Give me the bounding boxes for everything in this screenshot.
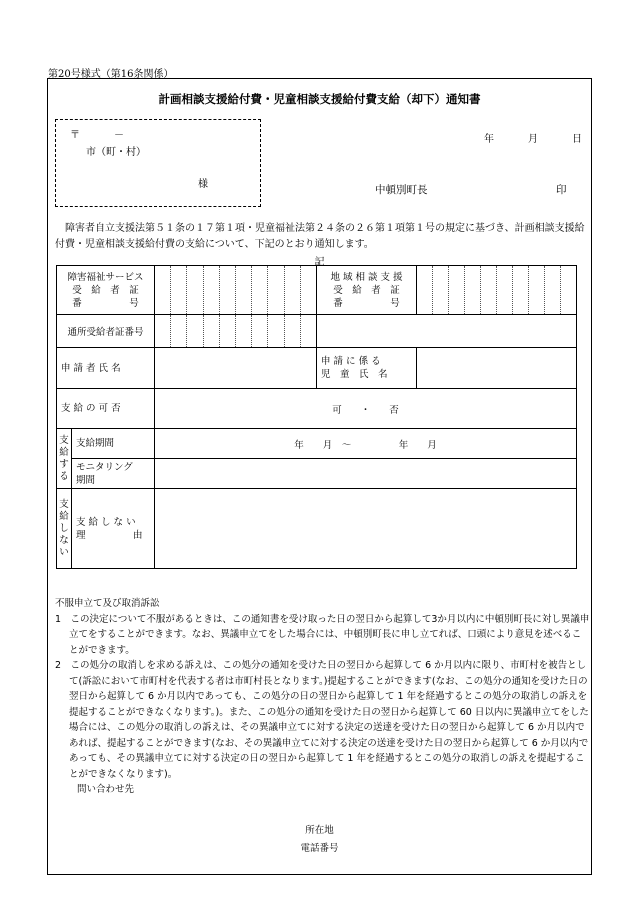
applicant-field[interactable] <box>155 348 317 389</box>
date-day: 日 <box>572 134 582 145</box>
issuer-name: 中頓別町長 <box>375 184 428 196</box>
facility-number-cells[interactable] <box>155 315 317 348</box>
location-label: 所在地 <box>305 825 334 836</box>
reason-field[interactable] <box>155 489 577 569</box>
reason-label: 支 給 し な い 理 由 <box>72 489 155 569</box>
regional-number-cells[interactable] <box>417 266 577 315</box>
document-frame <box>47 78 592 875</box>
child-label: 申 請 に 係 る 児 童 氏 名 <box>317 348 417 389</box>
facility-blank <box>317 315 577 348</box>
notes-item-1: 1 この決定について不服があるときは、この通知書を受け取った日の翌日から起算して3か月以内に中頓別町長に対し異議申立てをすることができます。なお、異議申立てをした場合には、中頓別町長に申し立てれば、口頭により意見を述べることができます。 <box>55 613 590 656</box>
city-label: 市（町・村） <box>86 147 146 158</box>
document-title: 計画相談支援給付費・児童相談支援給付費支給（却下）通知書 <box>158 92 481 106</box>
monitoring-label: モニタリング 期間 <box>72 459 155 489</box>
grant-group-label: 支 給 す る <box>57 429 72 489</box>
ki-heading: 記 <box>314 257 325 268</box>
notes-heading: 不服申立て及び取消訴訟 <box>55 598 160 609</box>
child-field[interactable] <box>417 348 577 389</box>
date-year: 年 <box>484 134 494 145</box>
approval-value[interactable]: 可 ・ 否 <box>155 389 577 429</box>
applicant-label: 申 請 者 氏 名 <box>57 348 155 389</box>
period-label: 支給期間 <box>72 429 155 459</box>
seal-mark: 印 <box>556 184 567 196</box>
appeal-notes <box>55 596 590 798</box>
info-table <box>56 265 577 569</box>
honorific: 様 <box>198 179 208 190</box>
period-value[interactable]: 年 月 ～ 年 月 <box>155 429 577 459</box>
recipient-number-cells[interactable] <box>155 266 317 315</box>
date-month: 月 <box>528 134 538 145</box>
deny-group-label: 支 給 し な い <box>57 489 72 569</box>
zip-mark: 〒 <box>70 130 80 141</box>
body-text: 障害者自立支援法第５１条の１７第１項・児童福祉法第２４条の２６第１項第１号の規定に基づき、計画相談支援給付費・児童相談支援給付費の支給について、下記のとおり通知します。 <box>55 223 585 250</box>
notes-item-2: 2 この処分の取消しを求める訴えは、この処分の通知を受けた日の翌日から起算して 6 か月以内に限り、市町村を被告として(訴訟において市町村を代表する者は市町村長となります。)提起することができます(なお、この処分の通知を受けた日の翌日から起算して 6 か月以内であっても、この処分の日の翌日から起算して 1 年を経過するとこの処分の取消しの訴えを提起することができなくなります。)。また、この処分の通知を受けた日の翌日から起算して 60 日以内に異議申立てをした場合には、この処分の取消しの訴えは、その異議申立てに対する決定の送達を受けた日の翌日から起算して 6 か月以内であれば、提起することができます(なお、その異議申立てに対する決定の送達を受けた日の翌日から起算して 6 か月以内であっても、その異議申立てに対する決定の日の翌日から起算して 1 年を経過するとこの処分の取消しの訴えを提起することができなくなります)。 <box>55 660 589 780</box>
facility-label: 通所受給者証番号 <box>57 315 155 348</box>
contact-label: 問い合わせ先 <box>77 784 135 795</box>
zip-dash: － <box>114 130 124 141</box>
regional-label: 地 域 相 談 支 援 受 給 者 証 番 号 <box>317 266 417 315</box>
phone-label: 電話番号 <box>300 843 339 854</box>
approval-label: 支 給 の 可 否 <box>57 389 155 429</box>
recipient-label: 障害福祉サービス 受 給 者 証 番 号 <box>57 266 155 315</box>
monitoring-field[interactable] <box>155 459 577 489</box>
address-box <box>55 119 261 207</box>
form-number: 第20号様式（第16条関係） <box>48 69 174 80</box>
